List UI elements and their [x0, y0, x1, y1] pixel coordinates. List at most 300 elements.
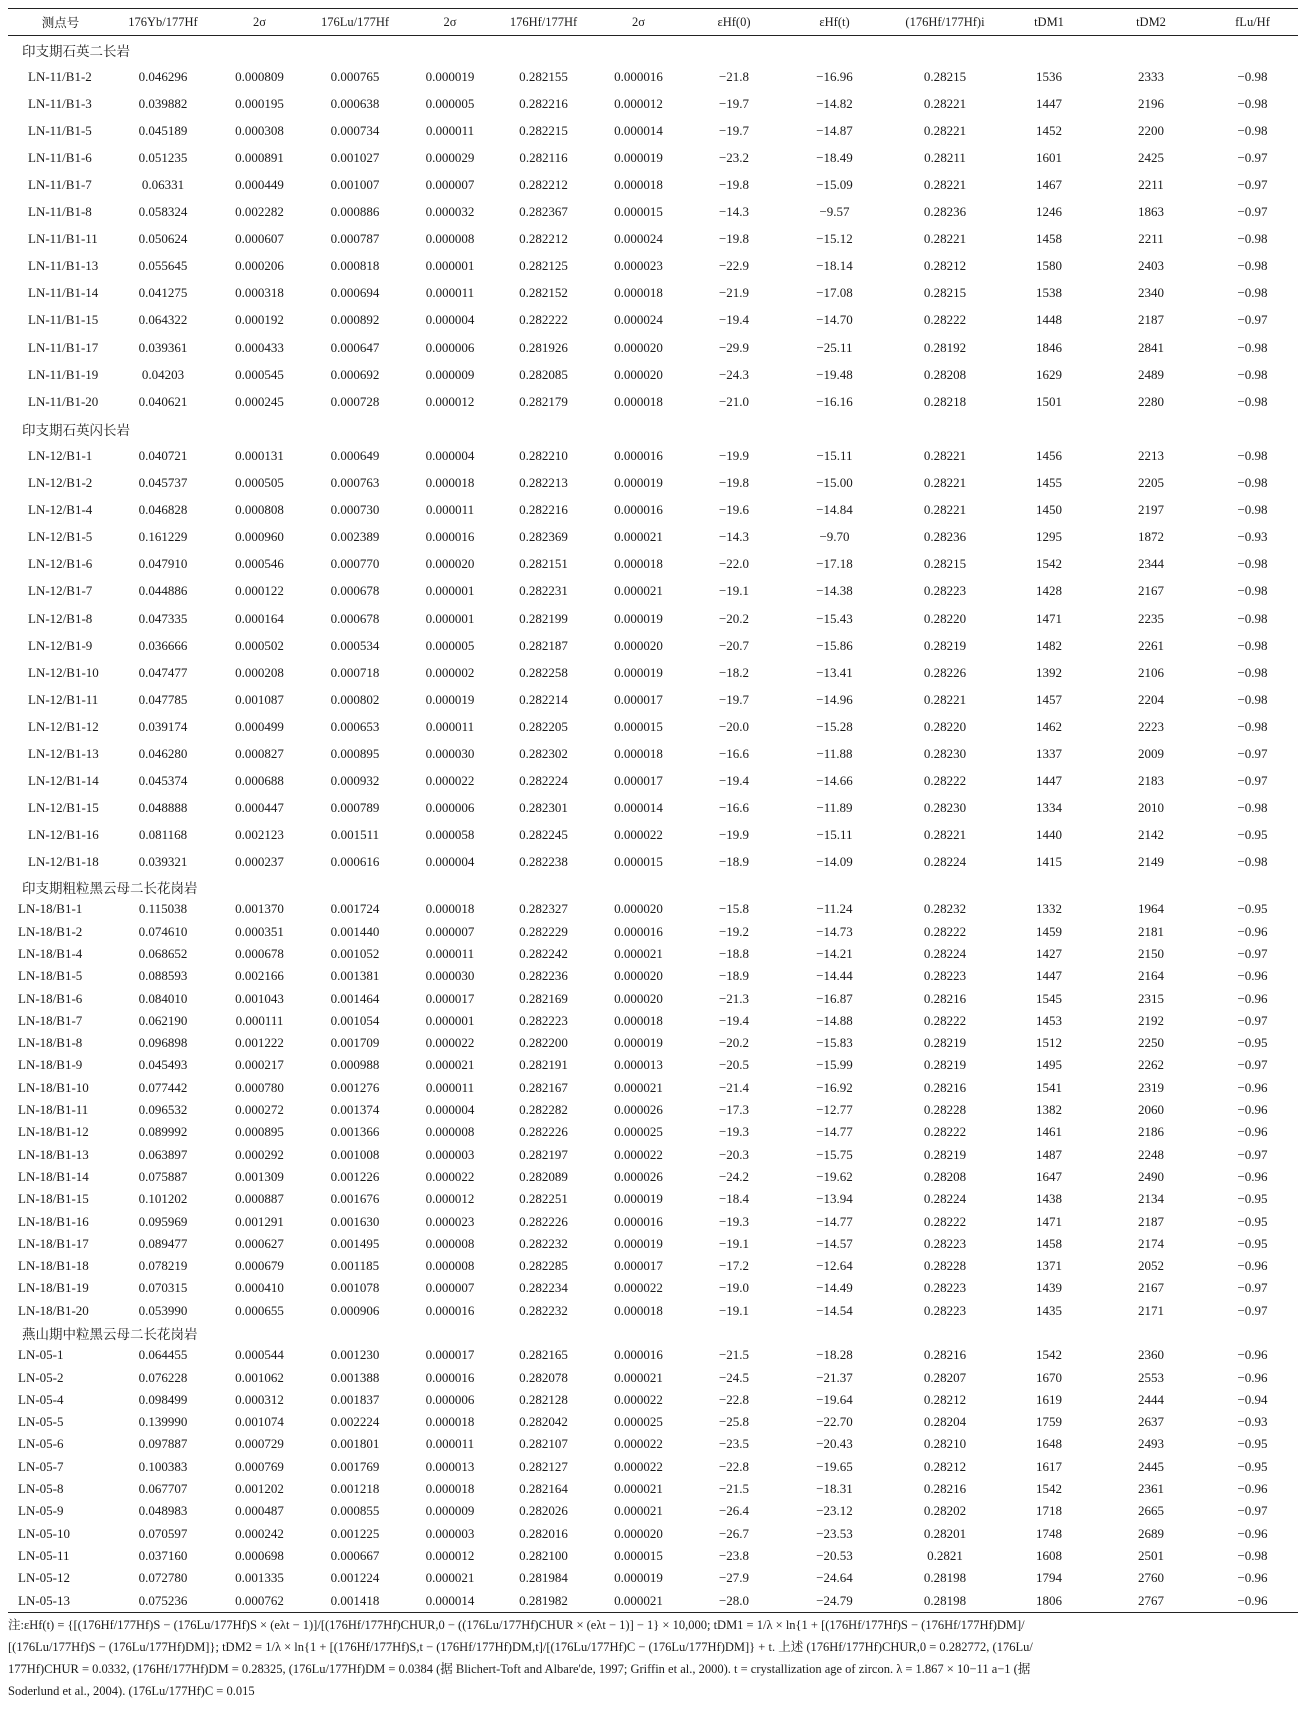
cell-tdm1: 1542 [1036, 1347, 1062, 1363]
cell-yb-hf: 0.045189 [138, 122, 188, 138]
cell-ehf0: −18.2 [718, 664, 750, 680]
cell-ehft: −15.11 [816, 827, 853, 843]
cell-ehf0: −25.8 [718, 1414, 750, 1430]
cell-tdm1: 1542 [1036, 556, 1062, 572]
table-row [8, 1255, 1298, 1277]
cell-hf-initial: 0.28216 [923, 1347, 967, 1363]
cell-hf-hf: 0.282301 [519, 800, 568, 816]
cell-yb-hf-2sigma: 0.000688 [235, 773, 284, 789]
cell-ehft: −16.16 [816, 393, 853, 409]
col-header-2sigma: 2σ [213, 9, 306, 36]
cell-hf-hf-2sigma: 0.000015 [614, 718, 663, 734]
table-row [8, 1456, 1298, 1478]
cell-sample-id: LN-05-5 [18, 1414, 64, 1430]
cell-lu-hf-2sigma: 0.000021 [425, 1570, 475, 1586]
cell-hf-hf-2sigma: 0.000021 [591, 1589, 686, 1612]
cell-tdm2: 1863 [1138, 204, 1164, 220]
cell-tdm1: 1748 [1036, 1525, 1062, 1541]
cell-lu-hf-2sigma: 0.000019 [425, 691, 475, 707]
cell-lu-hf: 0.001630 [330, 1213, 380, 1229]
cell-lu-hf: 0.001418 [306, 1589, 404, 1612]
table-row [8, 632, 1298, 659]
cell-yb-hf-2sigma: 0.000122 [235, 583, 284, 599]
cell-hf-hf-2sigma: 0.000022 [614, 1280, 663, 1296]
cell-lu-hf: 0.001366 [330, 1124, 380, 1140]
cell-ehf0: −19.8 [718, 231, 750, 247]
cell-ehf0: −19.2 [718, 923, 750, 939]
cell-lu-hf-2sigma: 0.000016 [425, 1369, 475, 1385]
cell-flu-hf: −0.96 [1237, 1079, 1268, 1095]
cell-lu-hf: 0.001052 [330, 945, 380, 961]
cell-ehf0: −19.4 [718, 312, 750, 328]
cell-lu-hf-2sigma: 0.000018 [425, 901, 475, 917]
cell-yb-hf-2sigma: 0.000410 [235, 1280, 284, 1296]
cell-hf-hf: 0.282179 [519, 393, 568, 409]
cell-tdm2: 2187 [1138, 312, 1164, 328]
cell-ehf0: −19.7 [718, 122, 750, 138]
cell-hf-initial: 0.28224 [923, 854, 967, 870]
cell-ehf0: −18.9 [718, 968, 750, 984]
cell-hf-hf: 0.282085 [519, 366, 568, 382]
cell-ehft: −16.92 [816, 1079, 853, 1095]
cell-yb-hf: 0.077442 [138, 1079, 188, 1095]
cell-hf-hf-2sigma: 0.000019 [614, 1570, 663, 1586]
table-row [8, 1077, 1298, 1099]
cell-hf-initial: 0.28221 [923, 177, 967, 193]
cell-flu-hf: −0.95 [1237, 1436, 1268, 1452]
cell-lu-hf-2sigma: 0.000030 [425, 745, 475, 761]
cell-hf-initial: 0.28223 [923, 1235, 967, 1251]
cell-lu-hf: 0.000638 [330, 95, 380, 111]
table-row [8, 334, 1298, 361]
table-row [8, 117, 1298, 144]
cell-hf-initial: 0.28216 [923, 1481, 967, 1497]
cell-lu-hf-2sigma: 0.000029 [425, 149, 475, 165]
cell-ehf0: −23.2 [718, 149, 750, 165]
cell-ehf0: −29.9 [718, 339, 750, 355]
cell-tdm2: 2235 [1138, 610, 1164, 626]
cell-yb-hf-2sigma: 0.000809 [235, 68, 284, 84]
cell-flu-hf: −0.98 [1237, 691, 1268, 707]
cell-hf-hf-2sigma: 0.000021 [614, 1369, 663, 1385]
cell-tdm2: 1964 [1138, 901, 1164, 917]
cell-hf-hf: 0.282224 [519, 773, 568, 789]
cell-lu-hf-2sigma: 0.000018 [425, 1481, 475, 1497]
cell-hf-hf: 0.282251 [519, 1191, 568, 1207]
cell-lu-hf: 0.002224 [330, 1414, 380, 1430]
cell-lu-hf: 0.001078 [330, 1280, 380, 1296]
cell-hf-initial: 0.28204 [923, 1414, 967, 1430]
cell-yb-hf: 0.041275 [138, 285, 188, 301]
group-title: 印支期石英二长岩 [22, 43, 130, 59]
cell-ehf0: −21.5 [718, 1347, 750, 1363]
cell-hf-hf: 0.282214 [519, 691, 568, 707]
cell-lu-hf: 0.001464 [330, 990, 380, 1006]
cell-lu-hf: 0.000718 [330, 664, 380, 680]
cell-flu-hf: −0.95 [1237, 1235, 1268, 1251]
cell-yb-hf: 0.050624 [138, 231, 188, 247]
cell-ehft: −14.88 [816, 1012, 853, 1028]
cell-hf-hf-2sigma: 0.000018 [614, 745, 663, 761]
cell-tdm1: 1629 [1036, 366, 1062, 382]
cell-yb-hf: 0.081168 [138, 827, 188, 843]
cell-yb-hf: 0.076228 [138, 1369, 188, 1385]
cell-hf-hf: 0.282245 [519, 827, 568, 843]
cell-yb-hf-2sigma: 0.000351 [235, 923, 284, 939]
cell-tdm2: 2009 [1138, 745, 1164, 761]
cell-hf-hf-2sigma: 0.000018 [614, 1302, 663, 1318]
cell-sample-id: LN-11/B1-14 [28, 285, 99, 301]
cell-yb-hf-2sigma: 0.000502 [235, 637, 284, 653]
cell-yb-hf-2sigma: 0.000895 [235, 1124, 284, 1140]
cell-tdm2: 2211 [1138, 231, 1164, 247]
cell-yb-hf: 0.115038 [138, 901, 188, 917]
table-body [8, 36, 1298, 1613]
cell-ehft: −14.57 [816, 1235, 853, 1251]
cell-lu-hf-2sigma: 0.000003 [425, 1525, 475, 1541]
cell-tdm2: 2060 [1138, 1102, 1164, 1118]
cell-lu-hf-2sigma: 0.000009 [425, 366, 475, 382]
cell-ehft: −18.31 [816, 1481, 853, 1497]
cell-hf-hf: 0.282258 [519, 664, 568, 680]
cell-yb-hf: 0.063897 [138, 1146, 188, 1162]
table-row [8, 1478, 1298, 1500]
cell-ehf0: −21.0 [718, 393, 750, 409]
cell-hf-hf: 0.282152 [519, 285, 568, 301]
cell-hf-initial: 0.28212 [923, 1458, 967, 1474]
cell-tdm2: 2250 [1138, 1035, 1164, 1051]
cell-yb-hf-2sigma: 0.000499 [235, 718, 284, 734]
cell-yb-hf-2sigma: 0.001074 [235, 1414, 284, 1430]
cell-ehft: −14.54 [816, 1302, 853, 1318]
cell-hf-hf-2sigma: 0.000019 [614, 1035, 663, 1051]
cell-flu-hf: −0.98 [1237, 1547, 1268, 1563]
cell-tdm1: 1415 [1036, 854, 1062, 870]
cell-yb-hf: 0.053990 [138, 1302, 188, 1318]
cell-hf-initial: 0.28215 [923, 285, 967, 301]
cell-lu-hf-2sigma: 0.000001 [425, 583, 475, 599]
cell-lu-hf-2sigma: 0.000007 [425, 923, 475, 939]
cell-hf-initial: 0.28219 [923, 1035, 967, 1051]
cell-hf-initial: 0.28221 [923, 122, 967, 138]
cell-hf-hf-2sigma: 0.000014 [614, 122, 663, 138]
cell-yb-hf-2sigma: 0.000678 [235, 945, 284, 961]
cell-lu-hf: 0.000787 [330, 231, 380, 247]
cell-yb-hf-2sigma: 0.001043 [235, 990, 284, 1006]
cell-sample-id: LN-18/B1-1 [18, 901, 83, 917]
cell-sample-id: LN-18/B1-9 [18, 1057, 83, 1073]
cell-sample-id: LN-18/B1-17 [18, 1235, 89, 1251]
cell-ehft: −11.89 [816, 800, 853, 816]
cell-tdm2: 2192 [1138, 1012, 1164, 1028]
cell-yb-hf: 0.096898 [138, 1035, 188, 1051]
cell-ehft: −23.53 [816, 1525, 853, 1541]
cell-lu-hf-2sigma: 0.000004 [425, 1102, 475, 1118]
cell-yb-hf: 0.068652 [138, 945, 188, 961]
cell-hf-initial: 0.28222 [923, 1213, 967, 1229]
cell-ehf0: −20.7 [718, 637, 750, 653]
cell-yb-hf-2sigma: 0.000245 [235, 393, 284, 409]
table-row [8, 1344, 1298, 1366]
cell-hf-hf: 0.282367 [519, 204, 568, 220]
cell-yb-hf-2sigma: 0.001335 [235, 1570, 284, 1586]
cell-tdm2: 1872 [1138, 529, 1164, 545]
cell-hf-hf: 0.282226 [519, 1124, 568, 1140]
cell-yb-hf-2sigma: 0.000960 [235, 529, 284, 545]
table-row [8, 768, 1298, 795]
cell-tdm2: 2315 [1138, 990, 1164, 1006]
cell-hf-initial: 0.28219 [923, 1146, 967, 1162]
cell-hf-initial: 0.28210 [923, 1436, 967, 1452]
cell-ehf0: −19.1 [718, 1302, 750, 1318]
cell-tdm2: 2360 [1138, 1347, 1164, 1363]
cell-hf-hf: 0.282107 [519, 1436, 568, 1452]
cell-tdm1: 1448 [1036, 312, 1062, 328]
cell-tdm1: 1545 [1036, 990, 1062, 1006]
cell-ehft: −24.79 [782, 1589, 887, 1612]
cell-hf-hf-2sigma: 0.000022 [614, 827, 663, 843]
table-row [8, 1366, 1298, 1388]
cell-yb-hf-2sigma: 0.000729 [235, 1436, 284, 1452]
cell-flu-hf: −0.98 [1237, 447, 1268, 463]
cell-lu-hf-2sigma: 0.000012 [425, 393, 475, 409]
cell-lu-hf: 0.000895 [330, 745, 380, 761]
cell-lu-hf-2sigma: 0.000017 [425, 1347, 475, 1363]
cell-ehft: −13.94 [816, 1191, 853, 1207]
cell-yb-hf: 0.045493 [138, 1057, 188, 1073]
cell-flu-hf: −0.95 [1237, 1191, 1268, 1207]
cell-flu-hf: −0.96 [1237, 1258, 1268, 1274]
cell-tdm2: 2665 [1138, 1503, 1164, 1519]
cell-lu-hf-2sigma: 0.000012 [425, 1191, 475, 1207]
cell-hf-hf: 0.282128 [519, 1391, 568, 1407]
table-row [8, 822, 1298, 849]
cell-tdm2: 2319 [1138, 1079, 1164, 1095]
cell-yb-hf: 0.047785 [138, 691, 188, 707]
cell-tdm2: 2211 [1138, 177, 1164, 193]
cell-sample-id: LN-18/B1-18 [18, 1258, 89, 1274]
cell-tdm2: 2248 [1138, 1146, 1164, 1162]
cell-hf-hf: 0.282155 [519, 68, 568, 84]
col-header-hf-hf: 176Hf/177Hf [496, 9, 591, 36]
cell-yb-hf-2sigma: 0.001062 [235, 1369, 284, 1385]
cell-yb-hf-2sigma: 0.000780 [235, 1079, 284, 1095]
cell-ehft: −12.77 [816, 1102, 853, 1118]
cell-tdm2: 2150 [1138, 945, 1164, 961]
cell-hf-initial: 0.28221 [923, 502, 967, 518]
cell-tdm1: 1439 [1036, 1280, 1062, 1296]
cell-lu-hf: 0.001381 [330, 968, 380, 984]
cell-sample-id: LN-18/B1-19 [18, 1280, 89, 1296]
cell-lu-hf-2sigma: 0.000004 [425, 447, 475, 463]
cell-hf-hf-2sigma: 0.000013 [614, 1057, 663, 1073]
cell-flu-hf: −0.96 [1237, 968, 1268, 984]
cell-ehft: −20.53 [816, 1547, 853, 1563]
cell-hf-hf: 0.282164 [519, 1481, 568, 1497]
cell-lu-hf: 0.000802 [330, 691, 380, 707]
cell-lu-hf-2sigma: 0.000008 [425, 1124, 475, 1140]
cell-ehf0: −21.8 [718, 68, 750, 84]
cell-tdm1: 1427 [1036, 945, 1062, 961]
cell-hf-hf-2sigma: 0.000019 [614, 664, 663, 680]
cell-tdm1: 1462 [1036, 718, 1062, 734]
cell-flu-hf: −0.98 [1237, 475, 1268, 491]
cell-flu-hf: −0.97 [1237, 177, 1268, 193]
cell-lu-hf-2sigma: 0.000002 [425, 664, 475, 680]
cell-hf-hf: 0.282187 [519, 637, 568, 653]
cell-sample-id: LN-12/B1-14 [28, 773, 99, 789]
cell-tdm2: 2200 [1138, 122, 1164, 138]
cell-yb-hf: 0.058324 [138, 204, 188, 220]
cell-lu-hf-2sigma: 0.000004 [425, 854, 475, 870]
cell-lu-hf-2sigma: 0.000008 [425, 1235, 475, 1251]
cell-lu-hf-2sigma: 0.000011 [425, 502, 475, 518]
cell-hf-hf: 0.282216 [519, 95, 568, 111]
cell-ehf0: −18.4 [718, 1191, 750, 1207]
cell-sample-id: LN-12/B1-8 [28, 610, 93, 626]
cell-lu-hf: 0.000678 [330, 610, 380, 626]
cell-hf-initial: 0.28222 [923, 1124, 967, 1140]
table-row [8, 1523, 1298, 1545]
cell-flu-hf: −0.96 [1237, 1525, 1268, 1541]
cell-hf-hf-2sigma: 0.000025 [614, 1414, 663, 1430]
cell-hf-initial: 0.28223 [923, 583, 967, 599]
cell-tdm1: 1580 [1036, 258, 1062, 274]
col-header-lu-hf: 176Lu/177Hf [306, 9, 404, 36]
group-title: 印支期石英闪长岩 [22, 422, 130, 438]
cell-hf-initial: 0.28224 [923, 1191, 967, 1207]
cell-tdm1: 1246 [1036, 204, 1062, 220]
cell-hf-hf-2sigma: 0.000019 [614, 149, 663, 165]
cell-yb-hf-2sigma: 0.000312 [235, 1391, 284, 1407]
cell-lu-hf-2sigma: 0.000006 [425, 800, 475, 816]
cell-hf-hf-2sigma: 0.000020 [614, 968, 663, 984]
cell-sample-id: LN-18/B1-7 [18, 1012, 83, 1028]
cell-ehf0: −19.6 [718, 502, 750, 518]
cell-yb-hf-2sigma: 0.000164 [235, 610, 284, 626]
col-header-tdm2: tDM2 [1095, 9, 1207, 36]
cell-sample-id: LN-18/B1-15 [18, 1191, 89, 1207]
cell-yb-hf-2sigma: 0.001291 [235, 1213, 284, 1229]
cell-flu-hf: −0.96 [1237, 1481, 1268, 1497]
cell-lu-hf: 0.001709 [330, 1035, 380, 1051]
col-header-2sigma: 2σ [591, 9, 686, 36]
cell-ehf0: −27.9 [718, 1570, 750, 1586]
cell-hf-hf-2sigma: 0.000018 [614, 177, 663, 193]
cell-hf-hf-2sigma: 0.000021 [614, 945, 663, 961]
cell-hf-hf: 0.282100 [519, 1547, 568, 1563]
cell-yb-hf: 0.064455 [138, 1347, 188, 1363]
cell-lu-hf-2sigma: 0.000012 [425, 1547, 475, 1563]
cell-lu-hf: 0.000678 [330, 583, 380, 599]
table-row [8, 1277, 1298, 1299]
cell-lu-hf-2sigma: 0.000032 [425, 204, 475, 220]
cell-tdm2: 2223 [1138, 718, 1164, 734]
cell-ehf0: −20.2 [718, 610, 750, 626]
cell-hf-hf: 0.282222 [519, 312, 568, 328]
cell-hf-initial: 0.2821 [927, 1547, 963, 1563]
cell-sample-id: LN-12/B1-11 [28, 691, 99, 707]
cell-yb-hf: 0.047335 [138, 610, 188, 626]
table-row [8, 497, 1298, 524]
cell-ehft: −14.70 [816, 312, 853, 328]
cell-yb-hf: 0.095969 [138, 1213, 188, 1229]
cell-ehf0: −19.7 [718, 691, 750, 707]
cell-tdm2: 2052 [1138, 1258, 1164, 1274]
cell-tdm1: 1435 [1036, 1302, 1062, 1318]
cell-hf-hf-2sigma: 0.000019 [614, 1235, 663, 1251]
cell-flu-hf: −0.98 [1237, 339, 1268, 355]
cell-hf-initial: 0.28223 [923, 1302, 967, 1318]
cell-sample-id: LN-11/B1-2 [28, 68, 92, 84]
cell-sample-id: LN-11/B1-7 [28, 177, 92, 193]
cell-lu-hf: 0.001724 [330, 901, 380, 917]
cell-hf-hf: 0.282210 [519, 447, 568, 463]
cell-hf-hf-2sigma: 0.000021 [614, 1503, 663, 1519]
cell-lu-hf: 0.000765 [330, 68, 380, 84]
cell-tdm1: 1295 [1036, 529, 1062, 545]
cell-flu-hf: −0.98 [1237, 610, 1268, 626]
cell-ehft: −15.28 [816, 718, 853, 734]
cell-hf-initial: 0.28222 [923, 773, 967, 789]
table-row [8, 1567, 1298, 1589]
cell-ehft: −19.64 [816, 1391, 853, 1407]
cell-sample-id: LN-12/B1-1 [28, 447, 93, 463]
cell-sample-id: LN-11/B1-20 [28, 393, 99, 409]
cell-ehf0: −16.6 [718, 745, 750, 761]
cell-flu-hf: −0.97 [1237, 1146, 1268, 1162]
cell-tdm1: 1453 [1036, 1012, 1062, 1028]
cell-flu-hf: −0.96 [1237, 1570, 1268, 1586]
cell-sample-id: LN-05-9 [18, 1503, 64, 1519]
cell-hf-initial: 0.28232 [923, 901, 967, 917]
table-row [8, 1389, 1298, 1411]
cell-yb-hf-2sigma: 0.000449 [235, 177, 284, 193]
cell-tdm1: 1501 [1036, 393, 1062, 409]
cell-lu-hf-2sigma: 0.000014 [404, 1589, 496, 1612]
cell-yb-hf-2sigma: 0.000208 [235, 664, 284, 680]
cell-hf-hf: 0.282116 [519, 149, 568, 165]
table-row [8, 740, 1298, 767]
table-row [8, 1545, 1298, 1567]
cell-ehft: −20.43 [816, 1436, 853, 1452]
cell-tdm1: 1447 [1036, 773, 1062, 789]
cell-ehf0: −17.3 [718, 1102, 750, 1118]
cell-hf-initial: 0.28202 [923, 1503, 967, 1519]
table-row [8, 524, 1298, 551]
cell-hf-hf-2sigma: 0.000024 [614, 231, 663, 247]
cell-lu-hf: 0.001276 [330, 1079, 380, 1095]
cell-ehf0: −14.3 [718, 204, 750, 220]
cell-tdm1: 1608 [1036, 1547, 1062, 1563]
cell-ehft: −15.99 [816, 1057, 853, 1073]
table-notes [8, 1614, 1298, 1702]
cell-yb-hf: 0.047477 [138, 664, 188, 680]
cell-hf-hf-2sigma: 0.000019 [614, 610, 663, 626]
cell-ehft: −18.49 [816, 149, 853, 165]
cell-hf-initial: 0.28211 [924, 149, 966, 165]
cell-hf-hf-2sigma: 0.000015 [614, 1547, 663, 1563]
cell-ehft: −17.08 [816, 285, 853, 301]
cell-flu-hf: −0.95 [1237, 1213, 1268, 1229]
cell-tdm1: 1332 [1036, 901, 1062, 917]
cell-lu-hf: 0.000694 [330, 285, 380, 301]
cell-lu-hf: 0.002389 [330, 529, 380, 545]
cell-ehft: −11.24 [816, 901, 853, 917]
cell-lu-hf-2sigma: 0.000007 [425, 177, 475, 193]
cell-yb-hf-2sigma: 0.001222 [235, 1035, 284, 1051]
cell-tdm2: 2183 [1138, 773, 1164, 789]
